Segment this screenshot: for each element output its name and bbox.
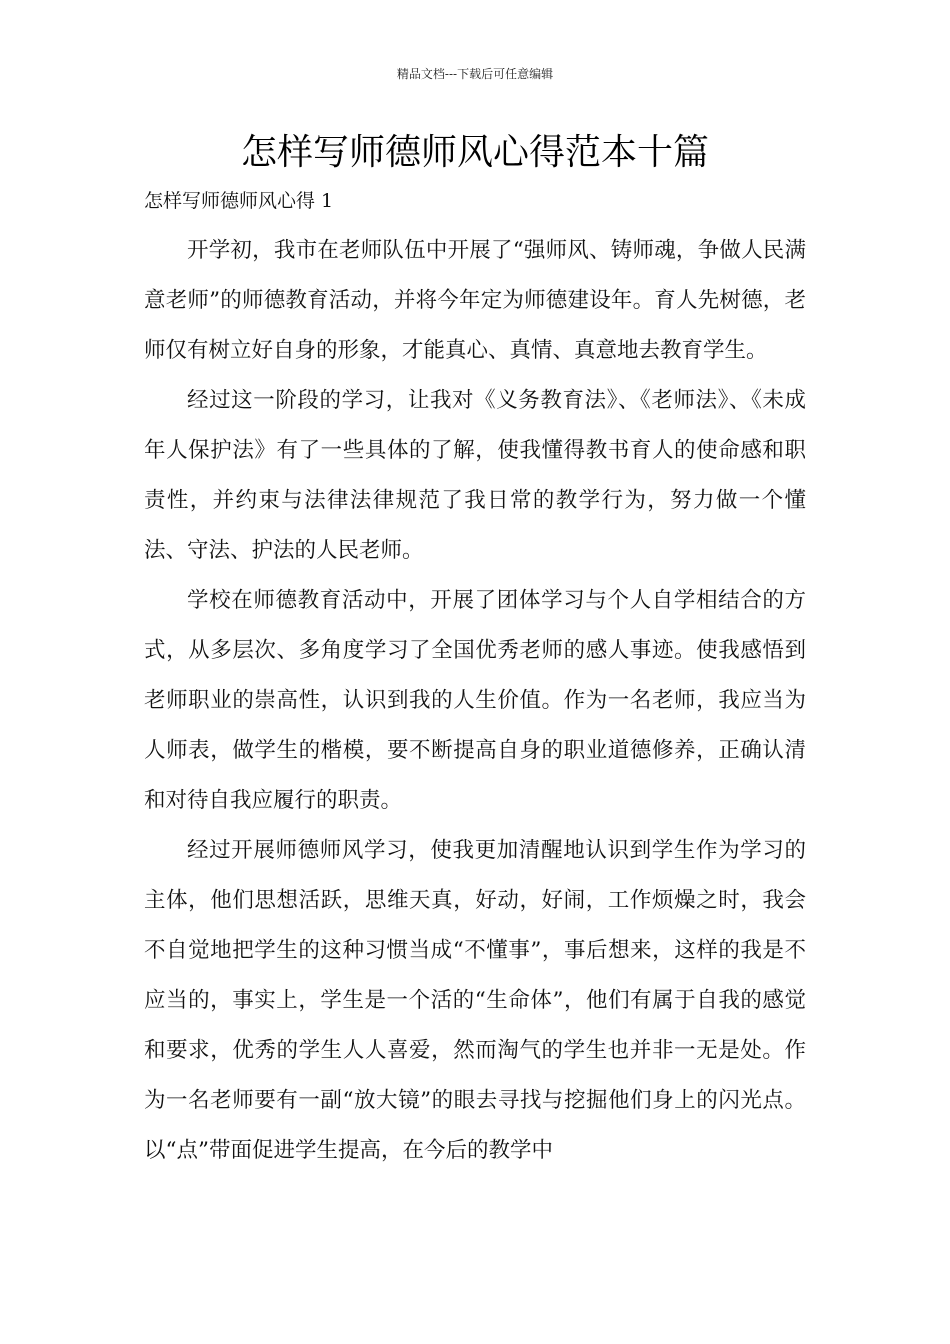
paragraph: 开学初，我市在老师队伍中开展了“强师风、铸师魂，争做人民满意老师”的师德教育活动，并将今年定为师德建设年。育人先树德，老师仅有树立好自身的形象，才能真心、真情、真意地去教育学生。 [144,238,806,363]
section-heading: 怎样写师德师风心得 1 [144,190,334,212]
header-note: 精品文档---下载后可任意编辑 [396,67,554,81]
paragraph: 经过开展师德师风学习，使我更加清醒地认识到学生作为学习的主体，他们思想活跃，思维天真，好动，好闹，工作烦燥之时，我会不自觉地把学生的这种习惯当成“不懂事”，事后想来，这样的我是不应当的，事实上，学生是一个活的“生命体”，他们有属于自我的感觉和要求，优秀的学生人人喜爱，然而淘气的学生也并非一无是处。作为一名老师要有一副“放大镜”的眼去寻找与挖掘他们身上的闪光点。以“点”带面促进学生提高，在今后的教学中 [144,838,806,1163]
document-title: 怎样写师德师风心得范本十篇 [240,132,709,173]
document-body [144,226,806,1176]
paragraph: 学校在师德教育活动中，开展了团体学习与个人自学相结合的方式，从多层次、多角度学习了全国优秀老师的感人事迹。使我感悟到老师职业的崇高性，认识到我的人生价值。作为一名老师，我应当为人师表，做学生的楷模，要不断提高自身的职业道德修养，正确认清和对待自我应履行的职责。 [144,588,806,813]
paragraph: 经过这一阶段的学习，让我对《义务教育法》、《老师法》、《未成年人保护法》有了一些具体的了解，使我懂得教书育人的使命感和职责性，并约束与法律法律规范了我日常的教学行为，努力做一个懂法、守法、护法的人民老师。 [144,388,806,563]
